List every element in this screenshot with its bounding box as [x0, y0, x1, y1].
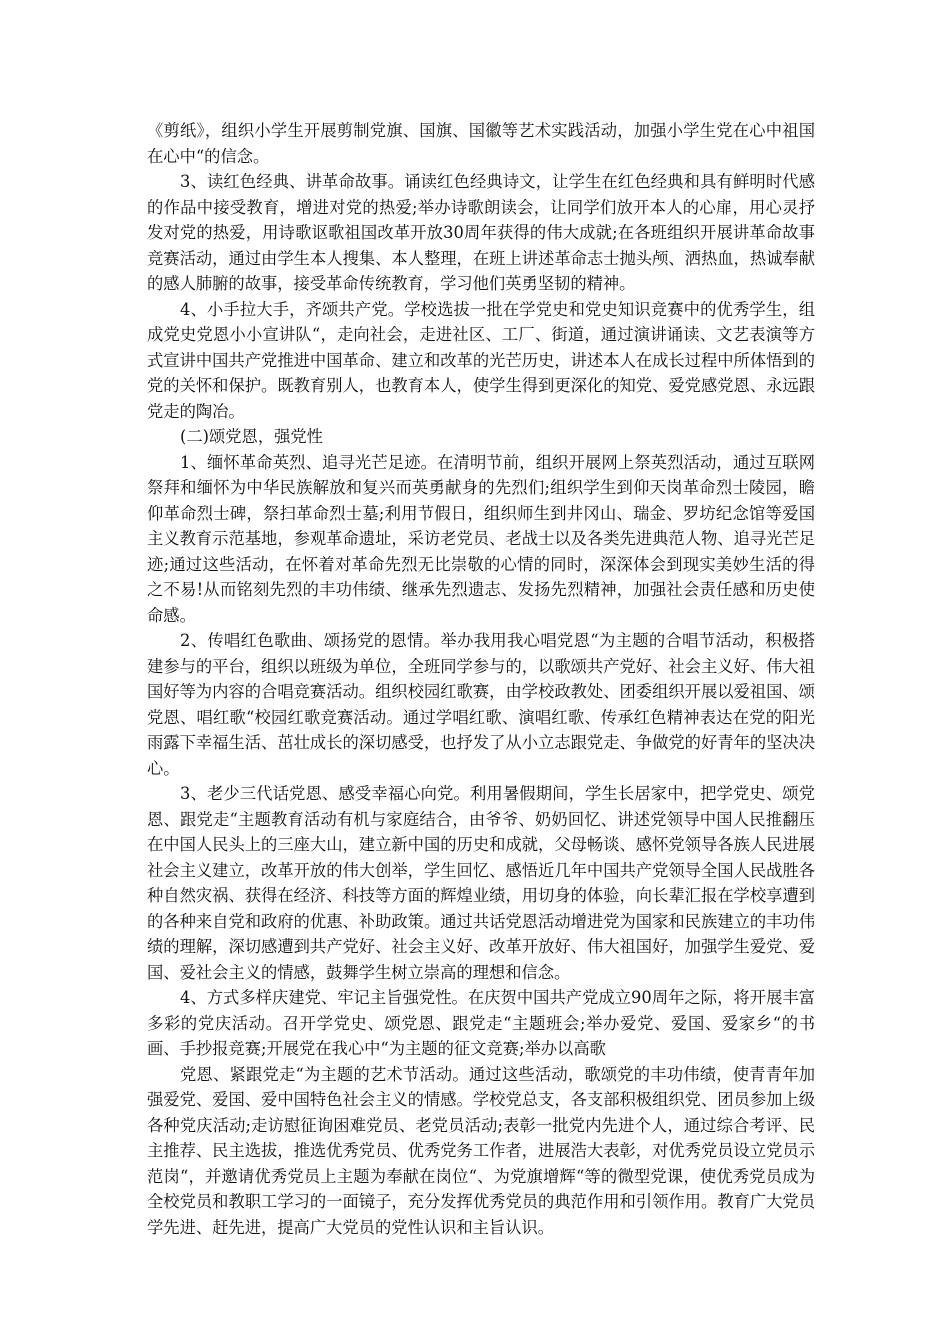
paragraph-item-3-red-classics: 3、读红色经典、讲革命故事。诵读红色经典诗文，让学生在红色经典和具有鲜明时代感的作品中接受教育，增进对党的热爱;举办诗歌朗读会，让同学们放开本人的心扉，用心灵抒发对党的热爱，用诗歌讴歌祖国改革开放30周年获得的伟大成就;在各班组织开展讲革命故事竞赛活动，通过由学生本人搜集、本人整理，在班上讲述革命志士抛头颅、洒热血，热诚奉献的感人肺腑的故事，接受革命传统教育，学习他们英勇坚韧的精神。: [147, 172, 815, 293]
section-heading: (二)颂党恩，强党性: [180, 427, 323, 446]
paragraph-item-2-red-songs: 2、传唱红色歌曲、颂扬党的恩情。举办我用我心唱党恩“为主题的合唱节活动，积极搭建参与的平台，组织以班级为单位，全班同学参与的，以歌颂共产党好、社会主义好、伟大祖国好等为内容的合唱竞赛活动。组织校园红歌赛，由学校政教处、团委组织开展以爱祖国、颂党恩、唱红歌“校园红歌竞赛活动。通过学唱红歌、演唱红歌、传承红色精神表达在党的阳光雨露下幸福生活、茁壮成长的深切感受，也抒发了从小立志跟党走、争做党的好青年的坚决决心。: [147, 631, 815, 778]
paragraph-item-4-hand-in-hand: 4、小手拉大手，齐颂共产党。学校选拔一批在学党史和党史知识竞赛中的优秀学生，组成党史党恩小小宣讲队“，走向社会，走进社区、工厂、街道，通过演讲诵读、文艺表演等方式宣讲中国共产党推进中国革命、建立和改革的光芒历史，讲述本人在成长过程中所体悟到的党的关怀和保护。既教育别人，也教育本人，使学生得到更深化的知党、爱党感党恩、永远跟党走的陶冶。: [147, 299, 815, 421]
paragraph-item-3-three-generations: 3、老少三代话党恩、感受幸福心向党。利用暑假期间，学生长居家中，把学党史、颂党恩、跟党走“主题教育活动有机与家庭结合，由爷爷、奶奶回忆、讲述党领导中国人民推翻压在中国人民头上的三座大山，建立新中国的历史和成就，父母畅谈、感怀党领导各族人民进展社会主义建立，改革开放的伟大创举，学生回忆、感悟近几年中国共产党领导全国人民战胜各种自然灾祸、获得在经济、科技等方面的辉煌业绩，用切身的体验，向长辈汇报在学校享遭到的各种来自党和政府的优惠、补助政策。通过共话党恩活动增进党为国家和民族建立的丰功伟绩的理解，深切感遭到共产党好、社会主义好、改革开放好、伟大祖国好，加强学生爱党、爱国、爱社会主义的情感，鼓舞学生树立崇高的理想和信念。: [147, 784, 815, 982]
document-body: [147, 118, 815, 1240]
paragraph-item-1-martyrs: 1、缅怀革命英烈、追寻光芒足迹。在清明节前，组织开展网上祭英烈活动，通过互联网祭拜和缅怀为中华民族解放和复兴而英勇献身的先烈们;组织学生到仰天岗革命烈士陵园，瞻仰革命烈士碑，祭扫革命烈士墓;利用节假日，组织师生到井冈山、瑞金、罗坊纪念馆等爱国主义教育示范基地，参观革命遗址，采访老党员、老战士以及各类先进典范人物、追寻光芒足迹;通过这些活动，在怀着对革命先烈无比崇敬的心情的同时，深深体会到现实美妙生活的得之不易!从而铭刻先烈的丰功伟绩、继承先烈遗志、发扬先烈精神，加强社会责任感和历史使命感。: [147, 452, 815, 625]
paragraph-continuation: 《剪纸》，组织小学生开展剪制党旗、国旗、国徽等艺术实践活动，加强小学生党在心中祖国在心中“的信念。: [147, 121, 815, 166]
paragraph-art-festival: 党恩、紧跟党走“为主题的艺术节活动。通过这些活动，歌颂党的丰功伟绩，使青青年加强爱党、爱国、爱中国特色社会主义的情感。学校党总支，各支部积极组织党、团员参加上级各种党庆活动;走访慰征询困难党员、老党员活动;表彰一批党内先进个人，通过综合考评、民主推荐、民主选拔，推选优秀党员、优秀党务工作者，进展浩大表彰，对优秀党员设立党员示范岗“，并邀请优秀党员上主题为奉献在岗位“、为党旗增辉“等的微型党课，使优秀党员成为全校党员和教职工学习的一面镜子，充分发挥优秀党员的典范作用和引领作用。教育广大党员学先进、赶先进，提高广大党员的党性认识和主旨认识。: [147, 1064, 815, 1237]
paragraph-item-4-celebration: 4、方式多样庆建党、牢记主旨强党性。在庆贺中国共产党成立90周年之际，将开展丰富多彩的党庆活动。召开学党史、颂党恩、跟党走“主题班会;举办爱党、爱国、爱家乡“的书画、手抄报竞赛;开展党在我心中“为主题的征文竞赛;举办以高歌: [147, 988, 815, 1058]
